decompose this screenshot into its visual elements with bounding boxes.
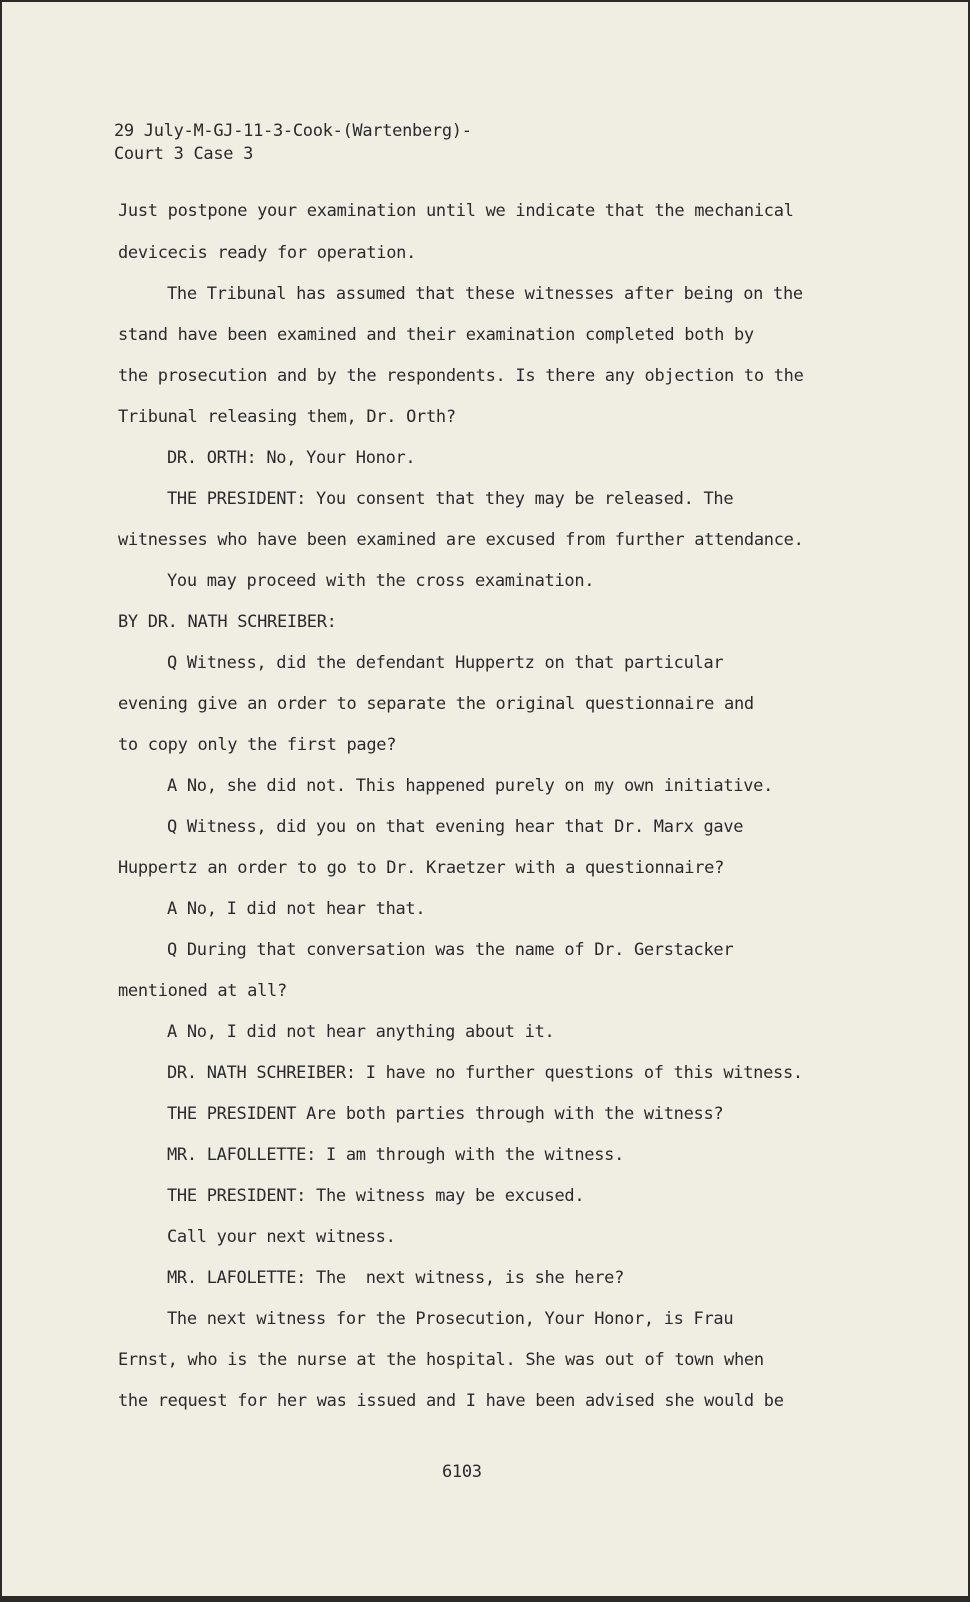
text-line: to copy only the first page?	[118, 735, 397, 755]
text-line: THE PRESIDENT Are both parties through with the witness?	[167, 1104, 724, 1124]
header-line-1: 29 July-M-GJ-11-3-Cook-(Wartenberg)-	[114, 121, 472, 141]
text-line: BY DR. NATH SCHREIBER:	[118, 612, 337, 632]
text-line: Q Witness, did the defendant Huppertz on that particular	[167, 653, 724, 673]
text-line: The Tribunal has assumed that these witnesses after being on the	[167, 284, 803, 304]
text-line: You may proceed with the cross examination.	[167, 571, 595, 591]
text-line: witnesses who have been examined are excused from further attendance.	[118, 530, 804, 550]
text-line: DR. NATH SCHREIBER: I have no further questions of this witness.	[167, 1063, 803, 1083]
text-line: Huppertz an order to go to Dr. Kraetzer with a questionnaire?	[118, 858, 725, 878]
text-line: MR. LAFOLLETTE: I am through with the witness.	[167, 1145, 625, 1165]
text-line: A No, I did not hear that.	[167, 899, 426, 919]
text-line: the request for her was issued and I have been advised she would be	[118, 1391, 784, 1411]
text-line: THE PRESIDENT: The witness may be excused.	[167, 1186, 585, 1206]
text-line: THE PRESIDENT: You consent that they may be released. The	[167, 489, 734, 509]
text-line: A No, I did not hear anything about it.	[167, 1022, 555, 1042]
page-number: 6103	[442, 1462, 482, 1482]
text-line: Q Witness, did you on that evening hear that Dr. Marx gave	[167, 817, 744, 837]
text-line: stand have been examined and their examination completed both by	[118, 325, 754, 345]
text-line: Q During that conversation was the name of Dr. Gerstacker	[167, 940, 734, 960]
text-line: DR. ORTH: No, Your Honor.	[167, 448, 416, 468]
text-line: the prosecution and by the respondents. Is there any objection to the	[118, 366, 804, 386]
text-line: devicecis ready for operation.	[118, 243, 417, 263]
text-line: MR. LAFOLETTE: The next witness, is she here?	[167, 1268, 625, 1288]
text-line: mentioned at all?	[118, 981, 287, 1001]
text-line: A No, she did not. This happened purely on my own initiative.	[167, 776, 774, 796]
text-line: Ernst, who is the nurse at the hospital. She was out of town when	[118, 1350, 764, 1370]
text-line: The next witness for the Prosecution, Your Honor, is Frau	[167, 1309, 734, 1329]
transcript-page	[2, 2, 968, 1596]
header-line-2: Court 3 Case 3	[114, 144, 254, 164]
text-line: Just postpone your examination until we indicate that the mechanical	[118, 201, 794, 221]
text-line: Tribunal releasing them, Dr. Orth?	[118, 407, 456, 427]
text-line: Call your next witness.	[167, 1227, 396, 1247]
text-line: evening give an order to separate the original questionnaire and	[118, 694, 754, 714]
